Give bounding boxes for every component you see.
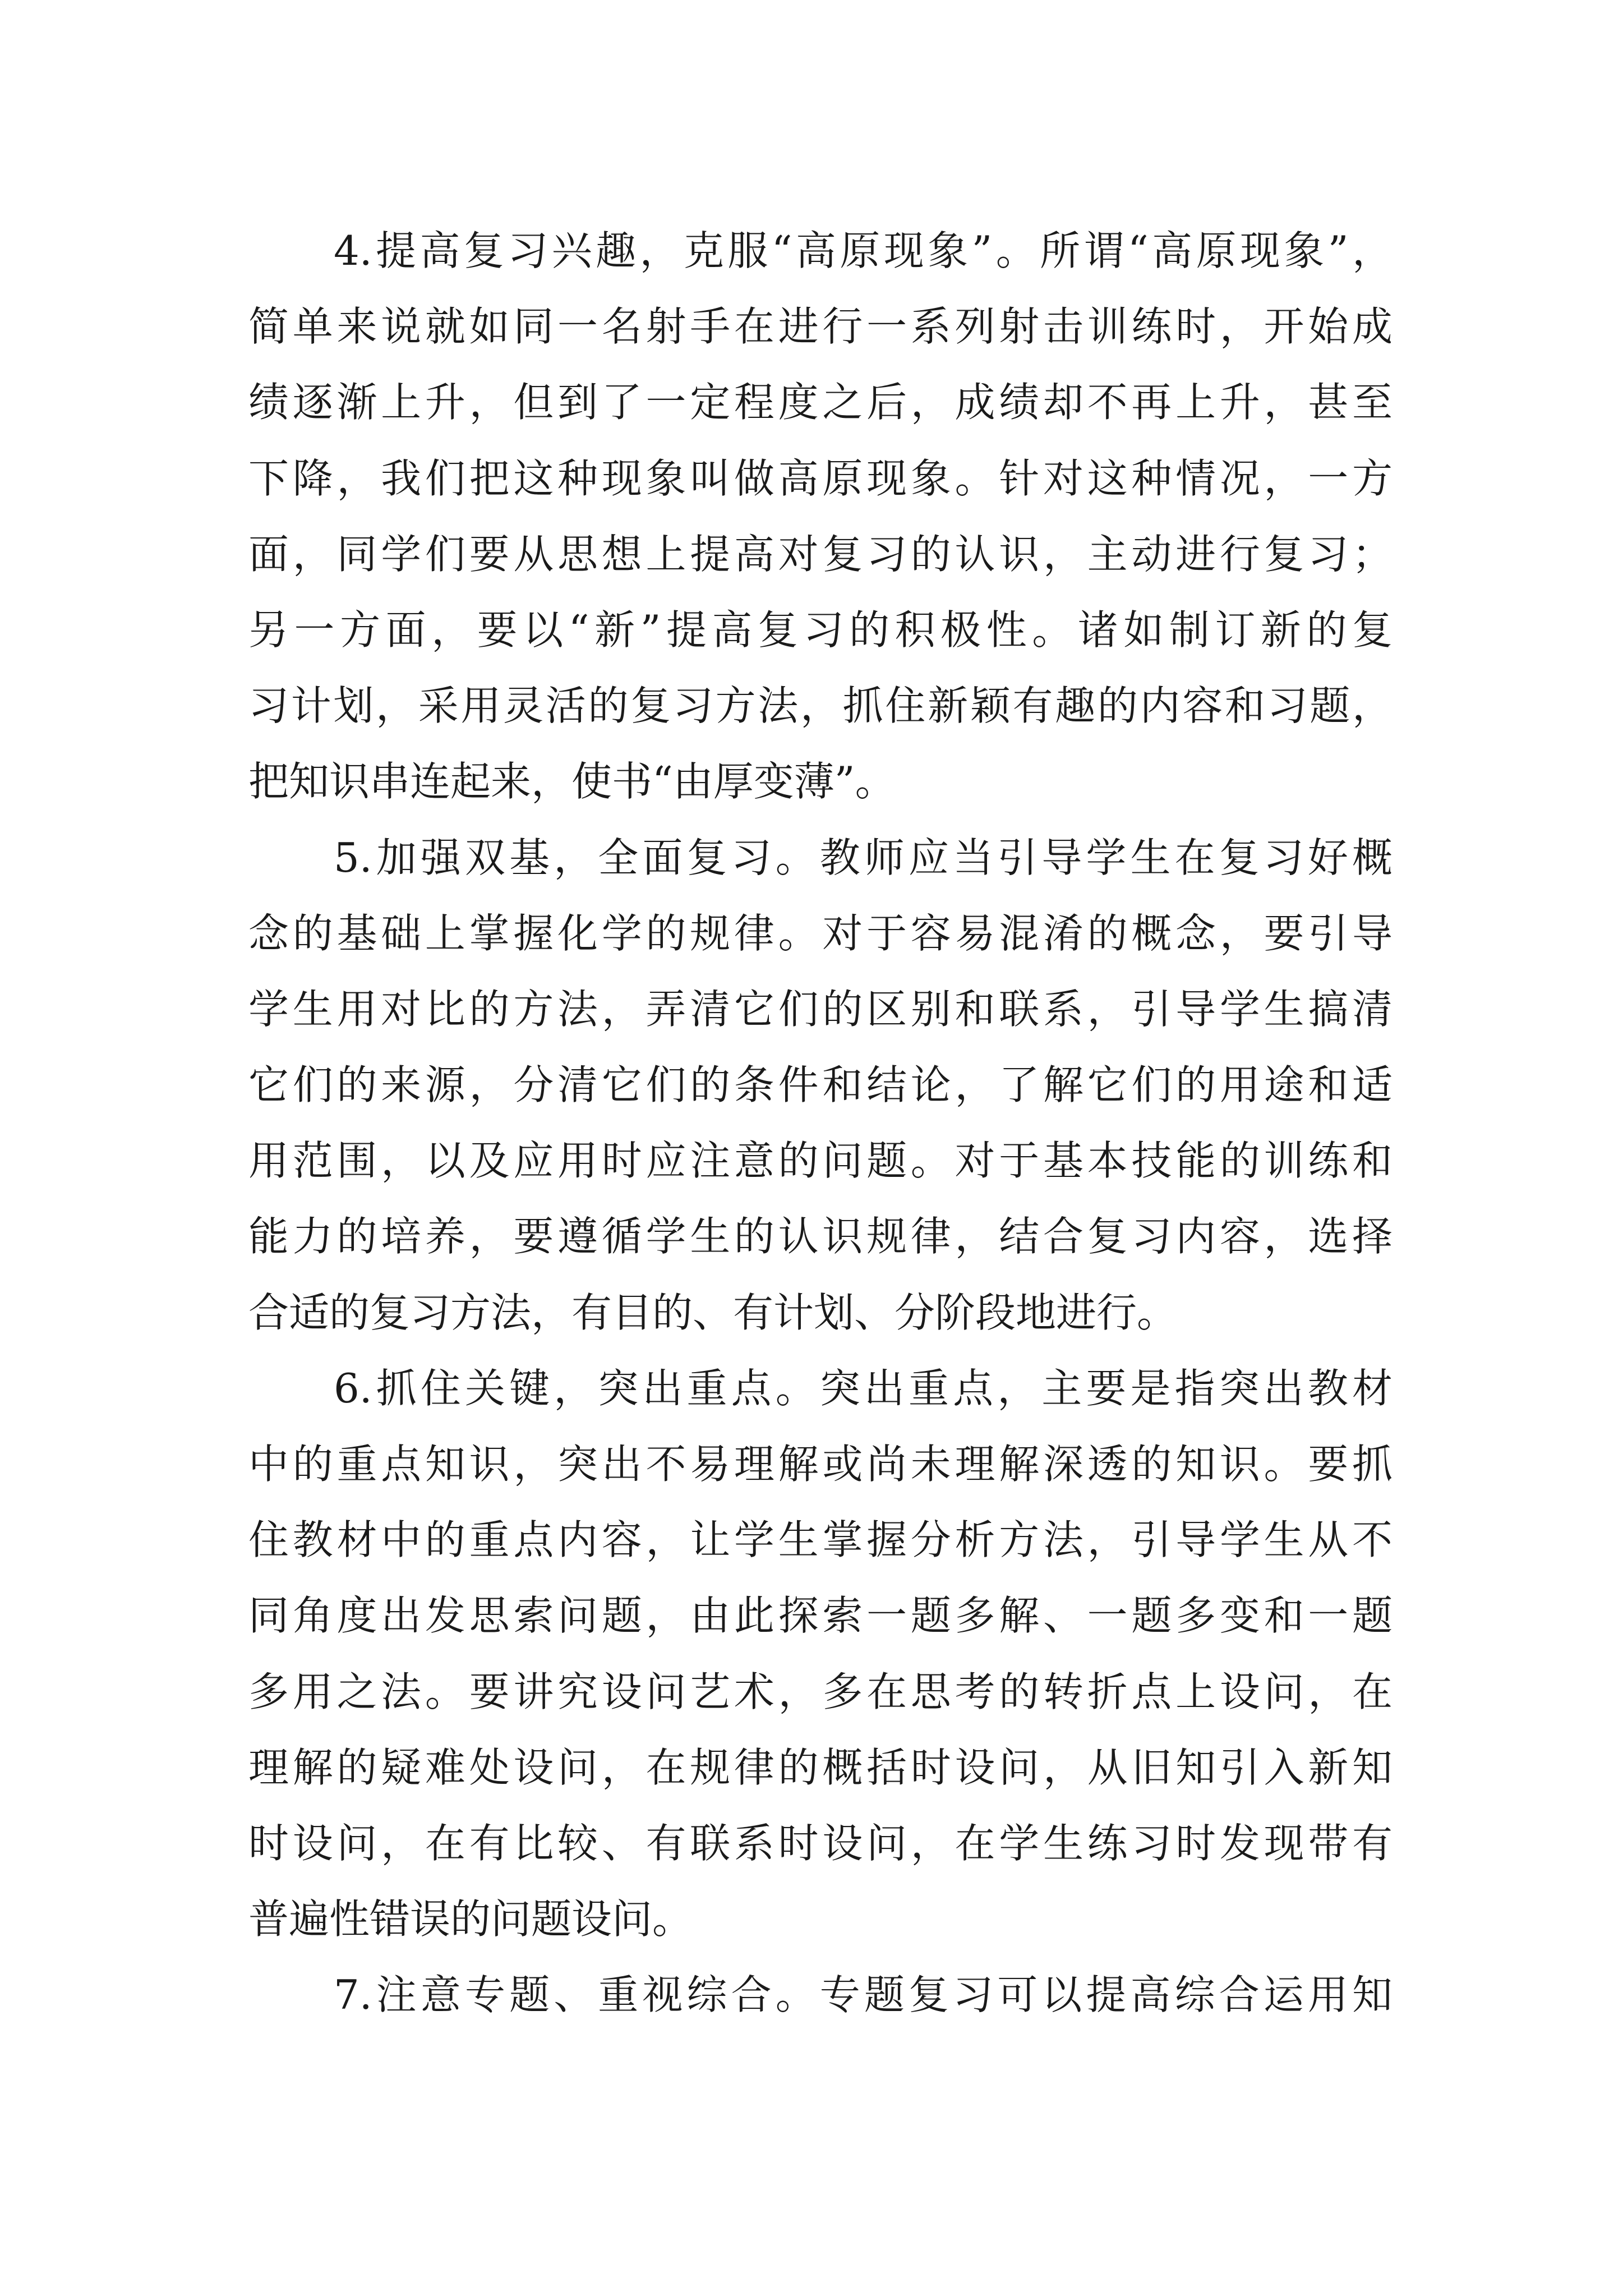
text-line: 另一方面，要以“新”提高复习的积极性。诸如制订新的复	[248, 606, 1393, 654]
text-line: 普遍性错误的问题设问。	[248, 1895, 693, 1943]
text-line: 简单来说就如同一名射手在进行一系列射击训练时，开始成	[248, 303, 1393, 351]
paragraph-7	[248, 1957, 1393, 2033]
body-text	[248, 213, 1393, 2033]
text-line: 习计划，采用灵活的复习方法，抓住新颖有趣的内容和习题，	[248, 682, 1393, 730]
text-line: 把知识串连起来，使书“由厚变薄”。	[248, 758, 896, 806]
text-line: 5.加强双基，全面复习。教师应当引导学生在复习好概	[334, 834, 1393, 881]
text-line: 能力的培养，要遵循学生的认识规律，结合复习内容，选择	[248, 1213, 1393, 1260]
paragraph-4	[248, 213, 1393, 820]
text-line: 面，同学们要从思想上提高对复习的认识，主动进行复习；	[248, 530, 1393, 578]
text-line: 用范围，以及应用时应注意的问题。对于基本技能的训练和	[248, 1137, 1393, 1185]
paragraph-6	[248, 1351, 1393, 1958]
text-line: 多用之法。要讲究设问艺术，多在思考的转折点上设问，在	[248, 1668, 1393, 1715]
text-line: 合适的复习方法，有目的、有计划、分阶段地进行。	[248, 1289, 1178, 1336]
text-line: 4.提高复习兴趣，克服“高原现象”。所谓“高原现象”，	[334, 227, 1393, 274]
text-line: 念的基础上掌握化学的规律。对于容易混淆的概念，要引导	[248, 909, 1393, 957]
text-line: 同角度出发思索问题，由此探索一题多解、一题多变和一题	[248, 1592, 1393, 1640]
paragraph-5	[248, 820, 1393, 1351]
text-line: 7.注意专题、重视综合。专题复习可以提高综合运用知	[334, 1971, 1393, 2019]
text-line: 6.抓住关键，突出重点。突出重点，主要是指突出教材	[334, 1364, 1393, 1412]
text-line: 学生用对比的方法，弄清它们的区别和联系，引导学生搞清	[248, 985, 1393, 1033]
text-line: 绩逐渐上升，但到了一定程度之后，成绩却不再上升，甚至	[248, 379, 1393, 426]
text-line: 中的重点知识，突出不易理解或尚未理解深透的知识。要抓	[248, 1441, 1393, 1488]
text-line: 下降，我们把这种现象叫做高原现象。针对这种情况，一方	[248, 454, 1393, 502]
text-line: 时设问，在有比较、有联系时设问，在学生练习时发现带有	[248, 1819, 1393, 1867]
text-line: 它们的来源，分清它们的条件和结论，了解它们的用途和适	[248, 1061, 1393, 1109]
text-line: 住教材中的重点内容，让学生掌握分析方法，引导学生从不	[248, 1516, 1393, 1564]
text-line: 理解的疑难处设问，在规律的概括时设问，从旧知引入新知	[248, 1743, 1393, 1791]
